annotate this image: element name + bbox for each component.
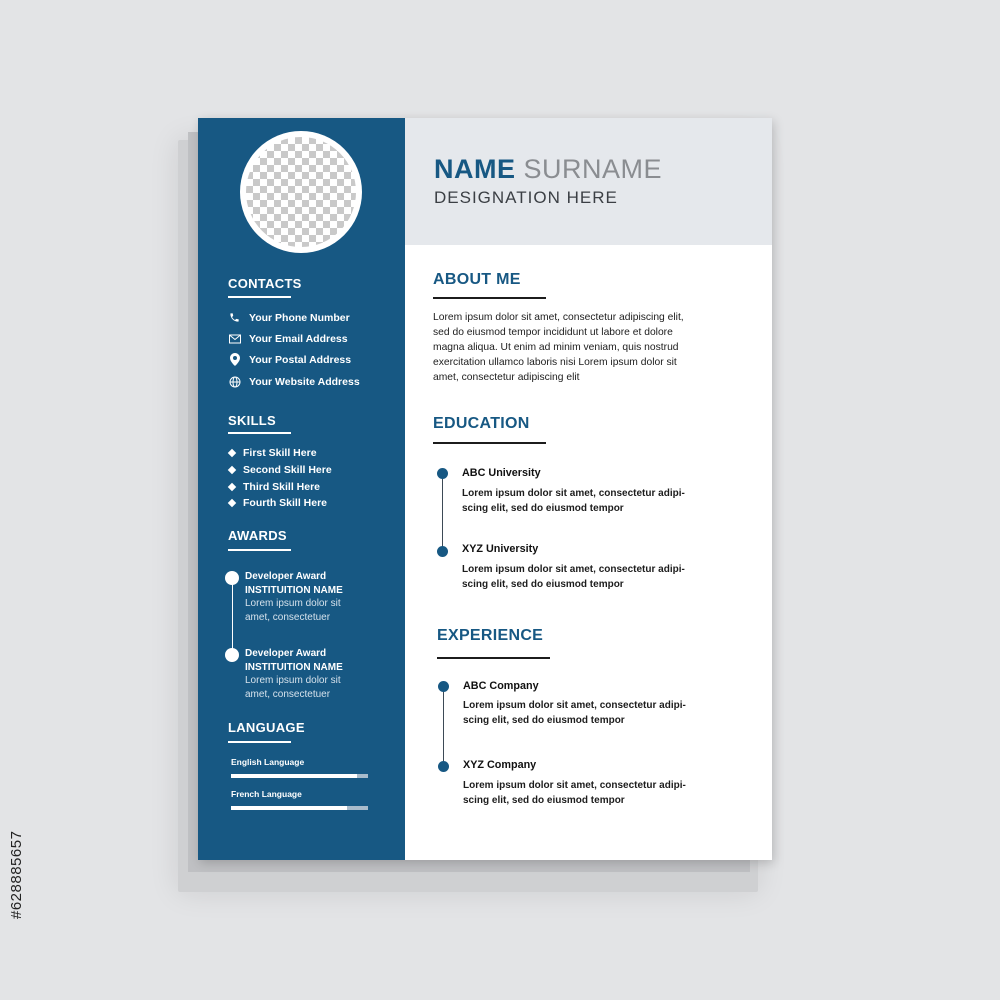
- skill-label: First Skill Here: [243, 447, 317, 459]
- language-label: French Language: [231, 789, 302, 799]
- about-text: [433, 310, 733, 385]
- diamond-bullet-icon: [228, 466, 236, 474]
- photo-checkerboard: [246, 137, 356, 247]
- about-rule: [433, 297, 546, 299]
- about-line: amet, consectetur adipiscing elit: [433, 372, 580, 383]
- experience-description: [463, 698, 723, 728]
- contact-email: [228, 332, 348, 345]
- awards-timeline-line: [232, 583, 233, 655]
- last-name: SURNAME: [523, 154, 663, 184]
- experience-description-line: scing elit, sed do eiusmod tempor: [463, 795, 625, 806]
- location-pin-icon: [228, 353, 241, 366]
- language-label: English Language: [231, 757, 305, 767]
- education-description: [462, 562, 722, 592]
- award-entry: [245, 647, 343, 701]
- resume-sidebar: [198, 118, 405, 860]
- language-level-bar: [231, 806, 368, 810]
- experience-description: [463, 778, 723, 808]
- award-description-line: amet, consectetuer: [245, 688, 331, 700]
- about-line: Lorem ipsum dolor sit amet, consectetur adipiscing elit,: [433, 312, 684, 323]
- skills-heading: SKILLS: [228, 413, 277, 428]
- education-heading: EDUCATION: [433, 415, 530, 432]
- contacts-rule: [228, 296, 291, 298]
- experience-rule: [437, 657, 550, 659]
- experience-timeline-line: [443, 690, 444, 766]
- skill-item: [228, 497, 327, 509]
- skill-label: Second Skill Here: [243, 464, 332, 476]
- language-level-fill: [231, 806, 347, 810]
- skill-item: [228, 464, 332, 476]
- award-description-line: amet, consectetuer: [245, 611, 331, 623]
- award-description-line: Lorem ipsum dolor sit: [245, 598, 341, 609]
- skill-item: [228, 481, 320, 493]
- diamond-bullet-icon: [228, 499, 236, 507]
- about-line: magna aliqua. Ut enim ad minim veniam, quis nostrud: [433, 342, 679, 353]
- education-title: ABC University: [462, 467, 541, 479]
- contact-phone: [228, 311, 350, 324]
- diamond-bullet-icon: [228, 449, 236, 457]
- diamond-bullet-icon: [228, 483, 236, 491]
- award-institution: INSTITUITION NAME: [245, 584, 343, 596]
- skill-item: [228, 447, 317, 459]
- skills-rule: [228, 432, 291, 434]
- full-name: [434, 154, 662, 185]
- language-level-bar: [231, 774, 368, 778]
- award-title: Developer Award: [245, 571, 327, 582]
- education-description: [462, 486, 722, 516]
- language-heading: LANGUAGE: [228, 720, 305, 735]
- education-description-line: scing elit, sed do eiusmod tempor: [462, 579, 624, 590]
- skill-label: Third Skill Here: [243, 481, 321, 493]
- education-title: XYZ University: [462, 543, 539, 555]
- first-name: NAME: [434, 154, 516, 184]
- award-timeline-dot: [225, 571, 239, 585]
- contact-address-label: Your Postal Address: [249, 353, 352, 366]
- skill-label: Fourth Skill Here: [243, 497, 328, 509]
- resume-page: [198, 118, 772, 860]
- experience-description-line: scing elit, sed do eiusmod tempor: [463, 715, 625, 726]
- stock-image-id: #628885657: [8, 830, 25, 920]
- phone-icon: [228, 311, 241, 324]
- award-timeline-dot: [225, 648, 239, 662]
- experience-description-line: Lorem ipsum dolor sit amet, consectetur adipi-: [463, 700, 686, 711]
- contact-address: [228, 353, 351, 366]
- experience-timeline-dot: [438, 761, 449, 772]
- experience-description-line: Lorem ipsum dolor sit amet, consectetur adipi-: [463, 780, 686, 791]
- contact-website: [228, 375, 360, 388]
- mail-icon: [228, 332, 241, 345]
- experience-heading: EXPERIENCE: [437, 627, 544, 644]
- awards-rule: [228, 549, 291, 551]
- education-timeline-line: [442, 476, 443, 552]
- globe-icon: [228, 375, 241, 388]
- awards-heading: AWARDS: [228, 528, 287, 543]
- profile-photo-placeholder[interactable]: [240, 131, 362, 253]
- language-rule: [228, 741, 291, 743]
- education-description-line: Lorem ipsum dolor sit amet, consectetur adipi-: [462, 564, 685, 575]
- education-timeline-dot: [437, 468, 448, 479]
- education-rule: [433, 442, 546, 444]
- designation: DESIGNATION HERE: [434, 188, 618, 207]
- contact-website-label: Your Website Address: [249, 375, 360, 388]
- about-heading: ABOUT ME: [433, 271, 521, 288]
- award-institution: INSTITUITION NAME: [245, 661, 343, 673]
- education-timeline-dot: [437, 546, 448, 557]
- contact-phone-label: Your Phone Number: [249, 311, 350, 324]
- about-line: exercitation ullamco laboris nisi Lorem ipsum dolor sit: [433, 357, 677, 368]
- award-entry: [245, 570, 343, 624]
- award-title: Developer Award: [245, 648, 327, 659]
- education-description-line: Lorem ipsum dolor sit amet, consectetur adipi-: [462, 488, 685, 499]
- education-description-line: scing elit, sed do eiusmod tempor: [462, 503, 624, 514]
- experience-timeline-dot: [438, 681, 449, 692]
- language-level-fill: [231, 774, 357, 778]
- contacts-heading: CONTACTS: [228, 276, 302, 291]
- about-line: sed do eiusmod tempor incididunt ut labore et dolore: [433, 327, 673, 338]
- contact-email-label: Your Email Address: [249, 332, 348, 345]
- experience-title: XYZ Company: [463, 759, 537, 771]
- award-description-line: Lorem ipsum dolor sit: [245, 675, 341, 686]
- experience-title: ABC Company: [463, 680, 539, 692]
